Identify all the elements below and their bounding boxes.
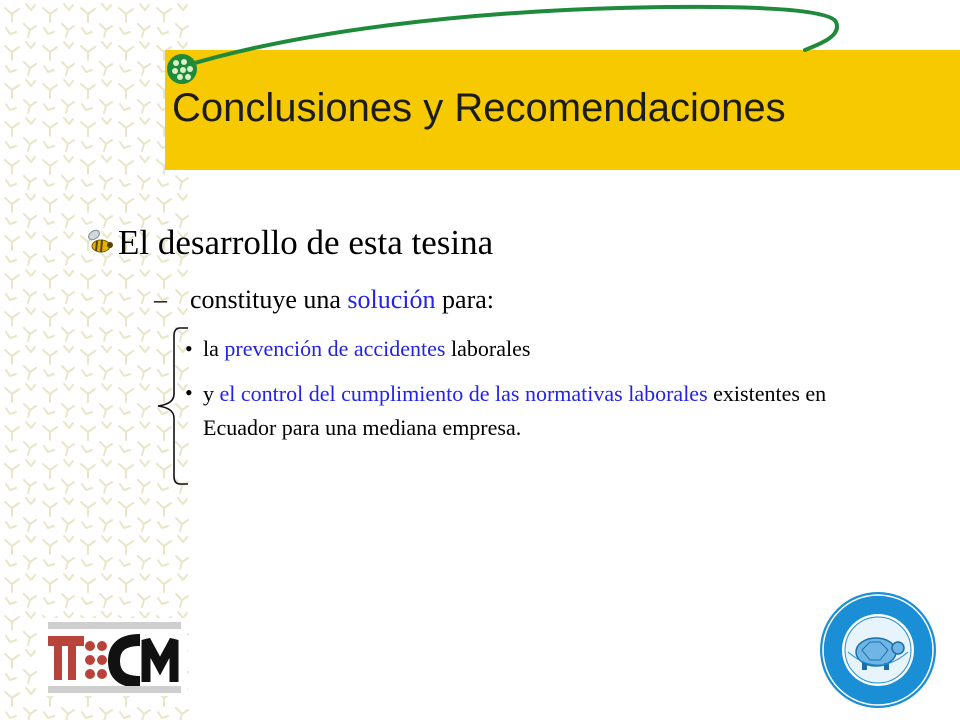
bullet-marker: • xyxy=(185,380,193,405)
level2-text xyxy=(190,282,494,318)
bullet-item-control xyxy=(203,377,863,445)
bullet-marker: • xyxy=(185,336,193,361)
slide-title: Conclusiones y Recomendaciones xyxy=(172,86,786,130)
level2-after: para: xyxy=(435,285,494,314)
bullet-suffix: laborales xyxy=(445,336,531,361)
green-dot-cluster-icon xyxy=(167,54,197,84)
level2-dash: – xyxy=(154,285,167,314)
bullet-prefix: la xyxy=(203,336,225,361)
bullet-highlight: el control del cumplimiento de las normativas laborales xyxy=(219,381,708,406)
level1-text: El desarrollo de esta tesina xyxy=(118,223,494,262)
bullet-suffix: existentes en Ecuador para una mediana empresa. xyxy=(203,381,827,440)
icm-logo xyxy=(42,618,187,696)
level2-highlight: solución xyxy=(347,285,436,314)
brace-bracket xyxy=(150,320,190,490)
bullet-prefix: y xyxy=(203,381,220,406)
green-swoosh xyxy=(178,7,837,68)
level2-before: constituye una xyxy=(190,285,348,314)
bee-bullet-icon xyxy=(84,226,116,258)
bullet-item-prevencion xyxy=(203,333,530,365)
bullet-highlight: prevención de accidentes xyxy=(224,336,446,361)
espol-seal xyxy=(818,590,938,710)
